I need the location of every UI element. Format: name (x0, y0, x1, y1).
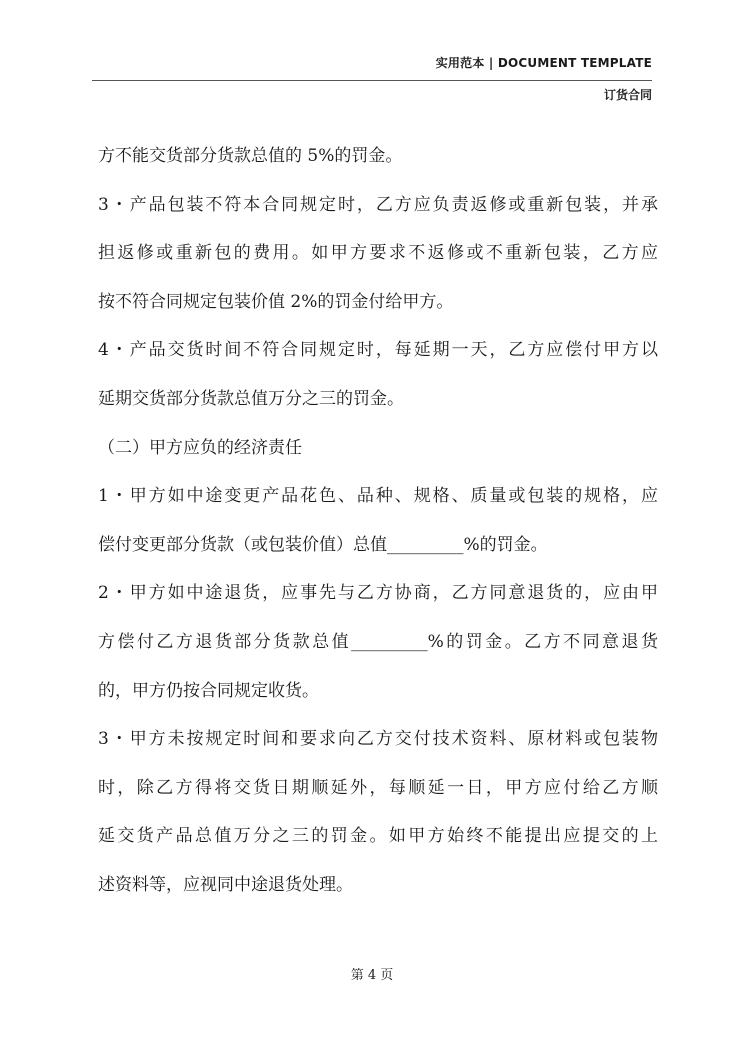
text-line: 4・产品交货时间不符合同规定时，每延期一天，乙方应偿付甲方以 (98, 340, 658, 361)
text-line: 时，除乙方得将交货日期顺延外，每顺延一日，甲方应付给乙方顺 (98, 777, 658, 798)
text-line: 3・产品包装不符本合同规定时，乙方应负责返修或重新包装，并承 (98, 194, 658, 215)
header-title: 实用范本 | DOCUMENT TEMPLATE (435, 56, 652, 70)
document-subtitle: 订货合同 (603, 88, 652, 102)
text-line: 1・甲方如中途变更产品花色、品种、规格、质量或包装的规格，应 (98, 486, 658, 507)
section-heading: （二）甲方应负的经济责任 (98, 437, 302, 458)
text-line: 按不符合同规定包装价值 2%的罚金付给甲方。 (98, 291, 454, 312)
text-line: 偿付变更部分货款（或包装价值）总值_________%的罚金。 (98, 534, 548, 555)
page-number: 第 4 页 (350, 968, 394, 983)
text-line: 方偿付乙方退货部分货款总值_________%的罚金。乙方不同意退货 (98, 631, 658, 652)
text-line: 3・甲方未按规定时间和要求向乙方交付技术资料、原材料或包装物 (98, 729, 658, 750)
document-body (98, 136, 658, 914)
text-line: 延期交货部分货款总值万分之三的罚金。 (98, 388, 404, 409)
text-line: 2・甲方如中途退货，应事先与乙方协商，乙方同意退货的，应由甲 (98, 583, 658, 604)
text-line: 延交货产品总值万分之三的罚金。如甲方始终不能提出应提交的上 (98, 826, 658, 847)
text-line: 担返修或重新包的费用。如甲方要求不返修或不重新包装，乙方应 (98, 243, 658, 264)
text-line: 方不能交货部分货款总值的 5%的罚金。 (98, 146, 403, 166)
text-line: 的，甲方仍按合同规定收货。 (98, 680, 319, 701)
text-line: 述资料等，应视同中途退货处理。 (98, 874, 353, 895)
header-divider (92, 80, 652, 81)
